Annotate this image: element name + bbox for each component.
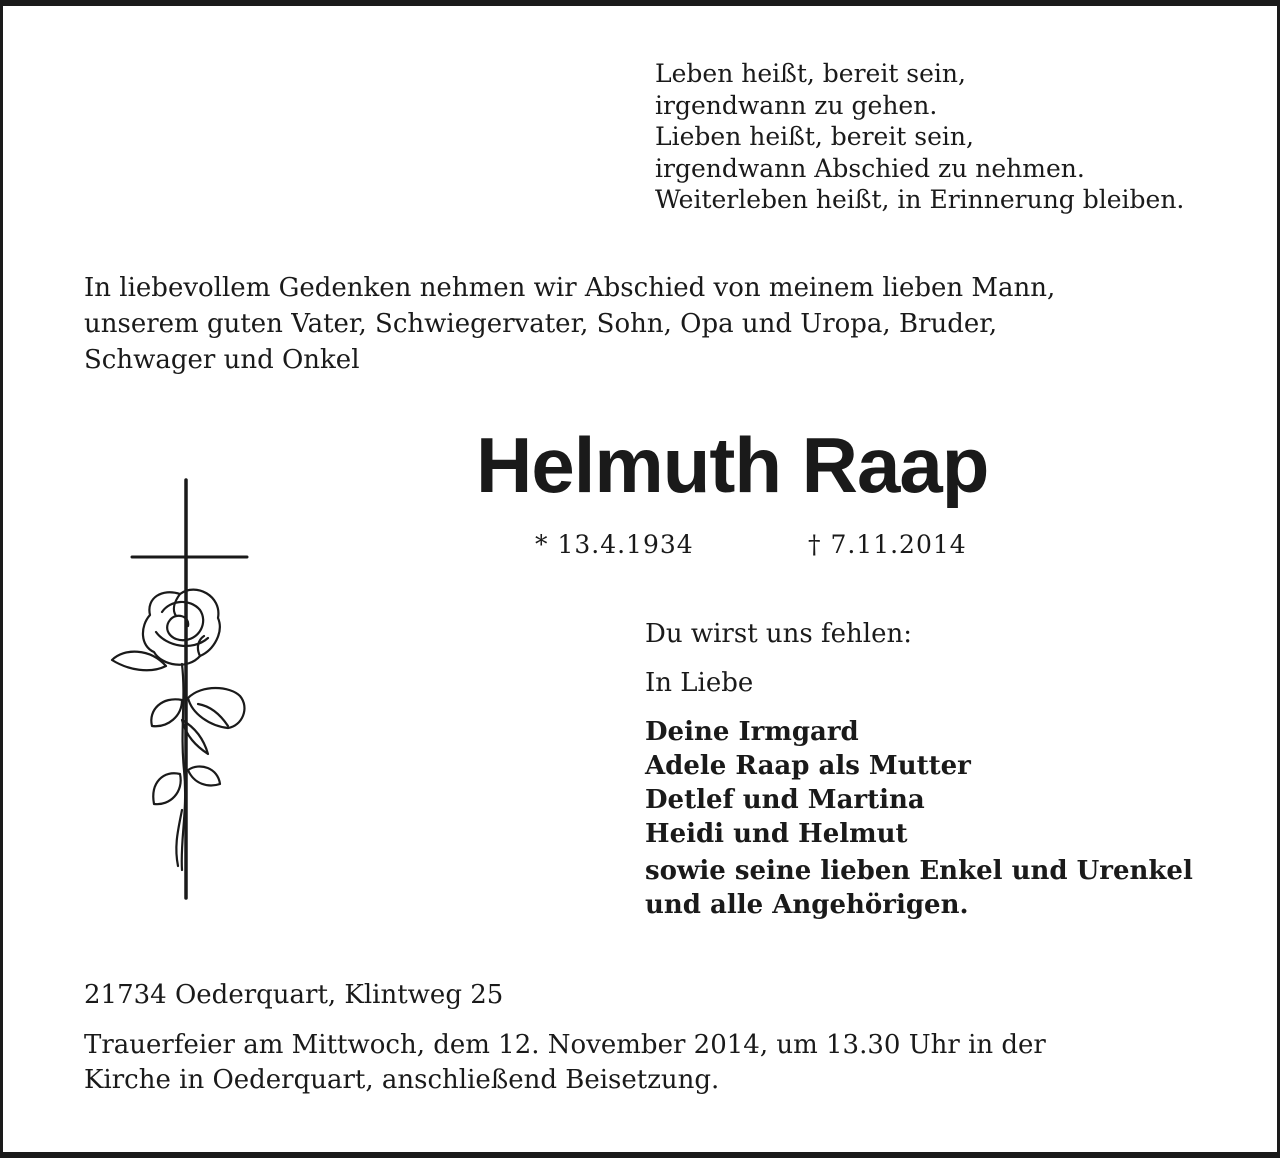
mourner-line: Heidi und Helmut bbox=[645, 819, 908, 849]
mourner-line: Detlef und Martina bbox=[645, 785, 925, 815]
family-address: 21734 Oederquart, Klintweg 25 bbox=[84, 980, 504, 1010]
poem-line: irgendwann zu gehen. bbox=[655, 90, 938, 120]
deceased-name: Helmuth Raap bbox=[476, 421, 989, 509]
intro-line: In liebevollem Gedenken nehmen wir Abschied von meinem lieben Mann, bbox=[84, 273, 1056, 303]
mourner-line: und alle Angehörigen. bbox=[645, 890, 969, 920]
cross-with-rose-icon bbox=[100, 470, 270, 910]
poem-line: Weiterleben heißt, in Erinnerung bleiben. bbox=[655, 185, 1185, 214]
closing-love: In Liebe bbox=[645, 668, 754, 698]
funeral-service-info bbox=[84, 1028, 1046, 1098]
intro-line: unserem guten Vater, Schwiegervater, Sohn, Opa und Uropa, Bruder, bbox=[84, 309, 998, 339]
poem bbox=[655, 58, 1184, 216]
mourner-line: Adele Raap als Mutter bbox=[645, 751, 971, 781]
death-date: † 7.11.2014 bbox=[808, 530, 967, 559]
service-line: Kirche in Oederquart, anschließend Beisetzung. bbox=[84, 1065, 720, 1095]
mourner-line: Deine Irmgard bbox=[645, 717, 859, 747]
intro-text bbox=[84, 270, 1204, 378]
closing-phrase: Du wirst uns fehlen: bbox=[645, 619, 912, 649]
poem-line: irgendwann Abschied zu nehmen. bbox=[655, 153, 1085, 183]
intro-line: Schwager und Onkel bbox=[84, 345, 360, 375]
birth-date: * 13.4.1934 bbox=[535, 530, 694, 559]
service-line: Trauerfeier am Mittwoch, dem 12. November 2014, um 13.30 Uhr in der bbox=[84, 1030, 1046, 1060]
poem-line: Lieben heißt, bereit sein, bbox=[655, 122, 974, 151]
poem-line: Leben heißt, bereit sein, bbox=[655, 59, 966, 88]
mourners-list bbox=[645, 715, 1193, 922]
mourner-line: sowie seine lieben Enkel und Urenkel bbox=[645, 856, 1193, 886]
